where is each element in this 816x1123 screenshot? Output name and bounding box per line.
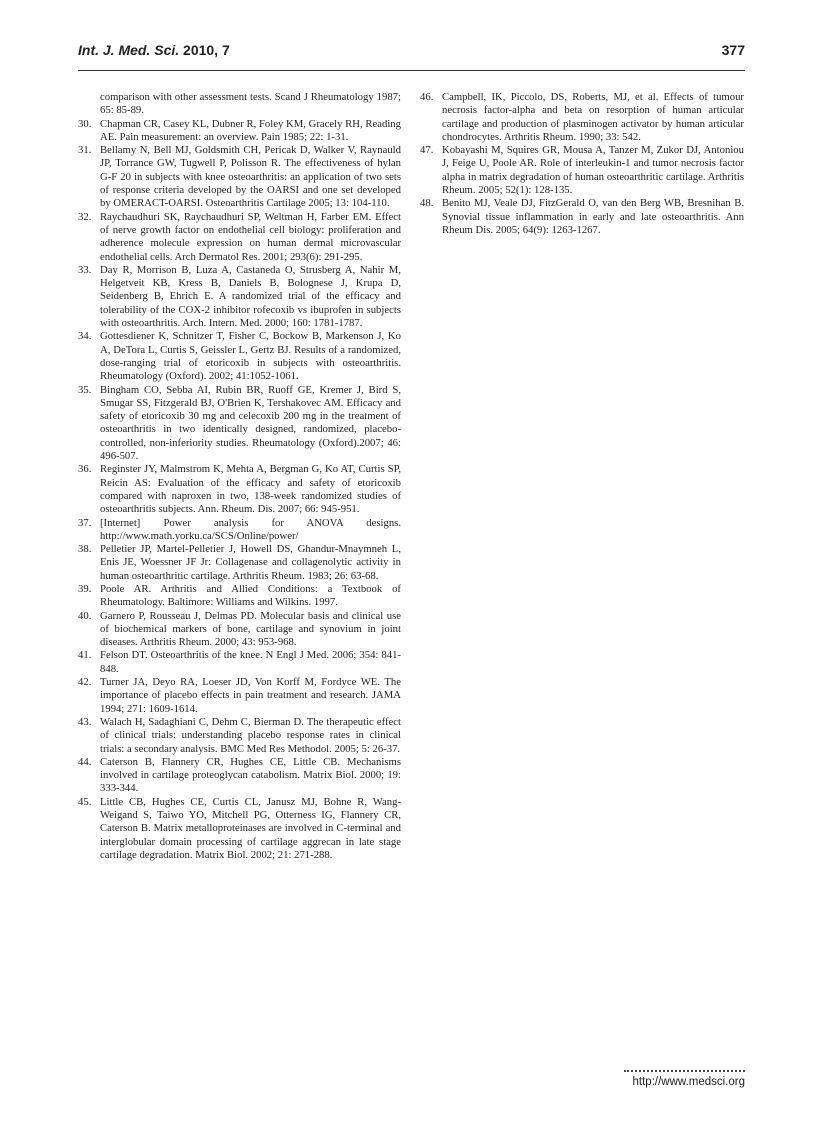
- reference-item: [78, 211, 401, 264]
- reference-item: [420, 91, 744, 144]
- footer-dotted-rule: [624, 1070, 745, 1072]
- reference-text: Felson DT. Osteoarthritis of the knee. N Engl J Med. 2006; 354: 841-848.: [100, 649, 401, 675]
- reference-item: [78, 91, 401, 118]
- reference-text: Bingham CO, Sebba AI, Rubin BR, Ruoff GE, Kremer J, Bird S, Smugar SS, Fitzgerald BJ, O'Brien K, Tershakovec AM. Efficacy and safety of etoricoxib 30 mg and celecoxib 200 mg in the treatment of osteoarthritis in two identically designed, randomized, placebo-controlled, non-inferiority studies. Rheumatology (Oxford).2007; 46: 496-507.: [100, 383, 401, 463]
- reference-number: 47.: [420, 144, 434, 157]
- reference-item: [78, 543, 401, 583]
- reference-text: Caterson B, Flannery CR, Hughes CE, Little CB. Mechanisms involved in cartilage proteoglycan catabolism. Matrix Biol. 2000; 19: 333-344.: [100, 755, 401, 795]
- reference-number: 46.: [420, 91, 434, 103]
- reference-item: [78, 463, 401, 516]
- reference-text: Raychaudhuri SK, Raychaudhuri SP, Weltman H, Farber EM. Effect of nerve growth factor on endothelial cell biology: proliferation and adherence molecule expression on human dermal microvascular endothelial cells. Arch Dermatol Res. 2001; 293(6): 291-295.: [100, 210, 401, 263]
- reference-text: Garnero P, Rousseau J, Delmas PD. Molecular basis and clinical use of biochemical markers of bone, cartilage and synovium in joint diseases. Arthritis Rheum. 2000; 43: 953-968.: [100, 609, 401, 649]
- reference-item: [78, 676, 401, 716]
- reference-number: 45.: [78, 795, 92, 808]
- reference-item: [78, 583, 401, 610]
- reference-number: 36.: [78, 463, 92, 476]
- reference-number: 44.: [78, 755, 92, 768]
- journal-name: Int. J. Med. Sci.: [78, 42, 180, 58]
- reference-text: Campbell, IK, Piccolo, DS, Roberts, MJ, et al. Effects of tumour necrosis factor-alpha and beta on resorption of human articular cartilage and production of plasminogen activator by human articular chondrocytes. Arthritis Rheum. 1990; 33: 542.: [442, 91, 744, 143]
- reference-text: Gottesdiener K, Schnitzer T, Fisher C, Bockow B, Markenson J, Ko A, DeTora L, Curtis S, Geissler L, Gertz BJ. Results of a randomized, dose-ranging trial of etoricoxib in subjects with osteoarthritis. Rheumatology (Oxford). 2002; 41:1052-1061.: [100, 330, 401, 383]
- reference-text: Day R, Morrison B, Luza A, Castaneda O, Strusberg A, Nahir M, Helgetveit KB, Kress B, Daniels B, Bolognese J, Krupa D, Seidenberg B, Ehrich E. A randomized trial of the efficacy and tolerability of the COX-2 inhibitor rofecoxib vs ibuprofen in subjects with osteoarthritis. Arch. Intern. Med. 2000; 160: 1781-1787.: [100, 263, 401, 330]
- reference-item: [78, 716, 401, 756]
- reference-number: 43.: [78, 715, 92, 728]
- reference-item: [78, 649, 401, 676]
- reference-text: Chapman CR, Casey KL, Dubner R, Foley KM, Gracely RH, Reading AE. Pain measurement: an overview. Pain 1985; 22: 1-31.: [100, 117, 401, 143]
- reference-number: 42.: [78, 676, 92, 689]
- journal-title: [78, 42, 230, 58]
- reference-text: Kobayashi M, Squires GR, Mousa A, Tanzer M, Zukor DJ, Antoniou J, Feige U, Poole AR. Role of interleukin-1 and tumor necrosis factor alpha in matrix degradation of human osteoarthritic cartilage. Arthritis Rheum. 2005; 52(1): 128-135.: [442, 144, 744, 197]
- header-rule: [78, 70, 745, 71]
- reference-number: 40.: [78, 609, 92, 622]
- page-header: [78, 40, 745, 64]
- reference-number: 32.: [78, 210, 92, 223]
- reference-number: 38.: [78, 543, 92, 556]
- reference-item: [78, 517, 401, 544]
- reference-item: [78, 264, 401, 330]
- reference-text: Reginster JY, Malmstrom K, Mehta A, Bergman G, Ko AT, Curtis SP, Reicin AS: Evaluation of the efficacy and safety of etoricoxib compared with naproxen in two, 138-week randomized studies of osteoarthritis subjects. Ann. Rheum. Dis. 2007; 66: 945-951.: [100, 463, 401, 516]
- reference-text: [Internet] Power analysis for ANOVA designs. http://www.math.yorku.ca/SCS/Online/power/: [100, 516, 401, 542]
- reference-text: Walach H, Sadaghiani C, Dehm C, Bierman D. The therapeutic effect of clinical trials: understanding placebo response rates in clinical trials: a secondary analysis. BMC Med Res Methodol. 2005; 5: 26-37.: [100, 715, 401, 755]
- reference-number: 33.: [78, 263, 92, 276]
- reference-text: Benito MJ, Veale DJ, FitzGerald O, van den Berg WB, Bresnihan B. Synovial tissue inflammation in early and late osteoarthritis. Ann Rheum Dis. 2005; 64(9): 1263-1267.: [442, 197, 744, 236]
- reference-item: [78, 118, 401, 145]
- reference-text: Pelletier JP, Martel-Pelletier J, Howell DS, Ghandur-Mnaymneh L, Enis JE, Woessner JF Jr: Collagenase and collagenolytic activity in human osteoarthritic cartilage. Arthritis Rheum. 1983; 26: 63-68.: [100, 543, 401, 582]
- reference-text: Poole AR. Arthritis and Allied Conditions: a Textbook of Rheumatology. Baltimore: Williams and Wilkins. 1997.: [100, 582, 401, 609]
- reference-text: Bellamy N, Bell MJ, Goldsmith CH, Pericak D, Walker V, Raynauld JP, Torrance GW, Tugwell P, Polisson R. The effectiveness of hylan G-F 20 in subjects with knee osteoarthritis: an application of two sets of response criteria developed by the OARSI and one set developed by OMERACT-OARSI. Osteoarthritis Cartilage 2005; 13: 104-110.: [100, 144, 401, 210]
- reference-number: 48.: [420, 197, 434, 210]
- reference-item: [78, 330, 401, 383]
- reference-item: [420, 144, 744, 197]
- reference-text: Turner JA, Deyo RA, Loeser JD, Von Korff M, Fordyce WE. The importance of placebo effects in pain treatment and research. JAMA 1994; 271: 1609-1614.: [100, 676, 401, 715]
- reference-item: [78, 384, 401, 464]
- page-number: 377: [721, 42, 745, 58]
- reference-item: [78, 610, 401, 650]
- reference-item: [420, 197, 744, 237]
- references-left-column: [78, 91, 401, 862]
- reference-number: 37.: [78, 516, 92, 529]
- reference-item: [78, 756, 401, 796]
- reference-number: 30.: [78, 117, 92, 130]
- reference-text: comparison with other assessment tests. Scand J Rheumatology 1987; 65: 85-89.: [100, 91, 401, 117]
- reference-item: [78, 796, 401, 862]
- footer-url: http://www.medsci.org: [632, 1076, 745, 1088]
- reference-number: 39.: [78, 582, 92, 595]
- reference-item: [78, 144, 401, 210]
- references-right-column: [420, 91, 744, 237]
- journal-year: 2010, 7: [183, 42, 230, 58]
- reference-text: Little CB, Hughes CE, Curtis CL, Janusz MJ, Bohne R, Wang-Weigand S, Taiwo YO, Mitchell PG, Otterness IG, Flannery CR, Caterson B. Matrix metalloproteinases are involved in C-terminal and interglobular domain processing of cartilage aggrecan in late stage cartilage degradation. Matrix Biol. 2002; 21: 271-288.: [100, 795, 401, 861]
- reference-number: 34.: [78, 330, 92, 343]
- reference-number: 41.: [78, 649, 92, 662]
- reference-number: 35.: [78, 383, 92, 396]
- reference-number: 31.: [78, 144, 92, 157]
